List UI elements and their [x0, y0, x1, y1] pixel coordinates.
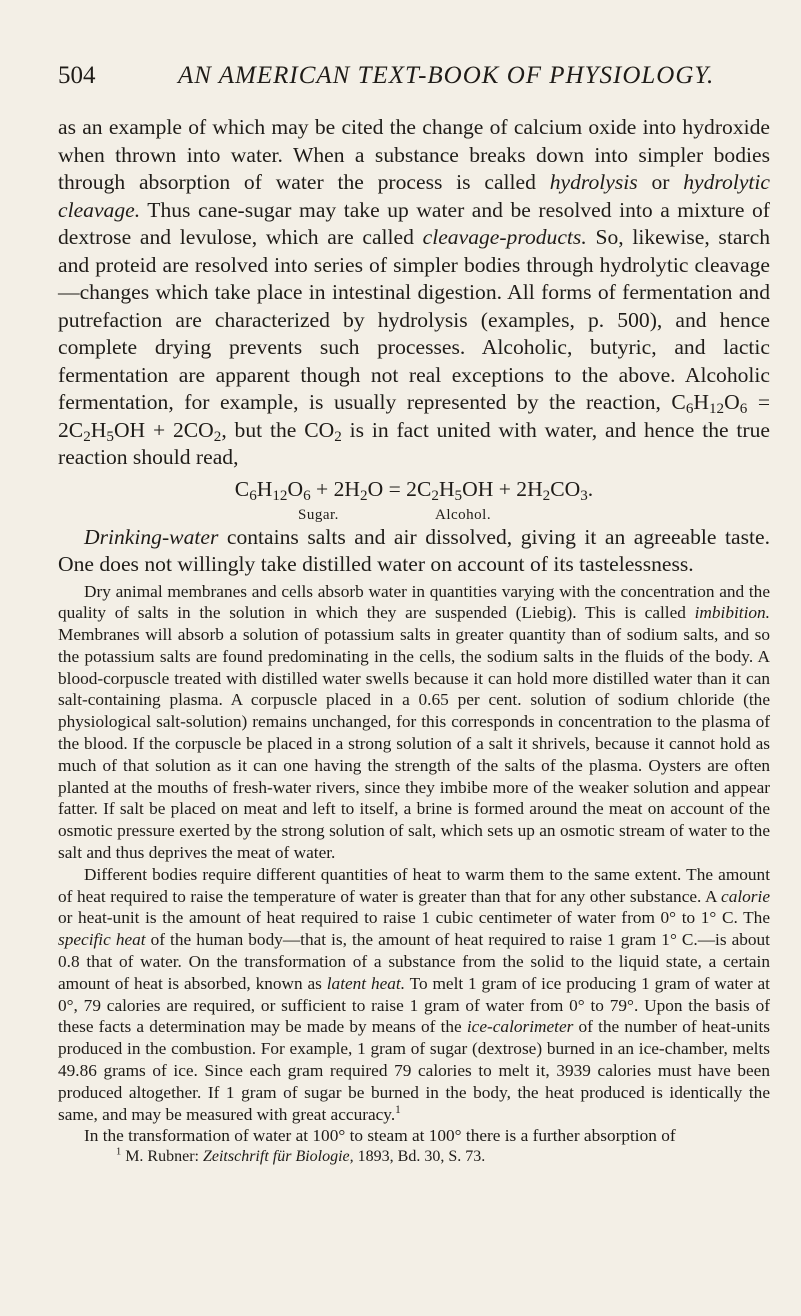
- term-calorie: calorie: [721, 886, 770, 906]
- text-run: , but the: [221, 417, 305, 442]
- equation-formula: $C_6H_{12}O_6 + 2H_2O = 2C_2H_5OH + 2H_2CO_3$.: [234, 476, 594, 504]
- text-run: M. Rubner:: [121, 1148, 203, 1166]
- text-run: Different bodies require different quantities of heat to warm them to the same extent. The amount of heat required to raise the temperature of water is greater than that for any other substance. A: [58, 864, 770, 906]
- text-run: In the transformation of water at 100° to steam at 100° there is a further absorption of: [84, 1126, 676, 1146]
- inline-reaction-formula: $C_6H_{12}O_6 = 2C_2H_5OH + 2CO_2$: [58, 390, 770, 445]
- text-run: So, likewise, starch and proteid are resolved into series of simpler bodies through hydrolytic cleavage—changes which take place in intestinal digestion. All forms of fermentation and putrefaction are characterized by hydrolysis (examples, p. 500), and hence complete drying prevents such processes. Alcoholic, butyric, and lactic fermentation are apparent though not real exceptions to the above. Alcoholic fermentation, for example, is usually represented by the reaction,: [58, 225, 770, 414]
- term-imbibition: imbibition.: [694, 603, 770, 623]
- text-run: of the human body—that is, the amount of heat required to raise 1 gram 1° C.—is about 0.8 that of water. On the transformation of a substance from the solid to the liquid state, a certain amount of heat is absorbed, known as: [58, 930, 770, 993]
- paragraph-heat: [58, 864, 770, 1126]
- label-sugar: Sugar.: [298, 506, 339, 523]
- term-hydrolytic-cleavage: hydrolytic cleavage.: [58, 170, 770, 222]
- text-run: or: [637, 170, 684, 194]
- paragraph-drinking-water: [58, 524, 770, 579]
- small-type-section: [58, 581, 770, 1168]
- running-header: [58, 62, 778, 102]
- text-run: contains salts and air dissolved, giving it an agreeable taste. One does not willingly take distilled water on account of its tastelessness.: [58, 524, 770, 576]
- term-drinking-water: Drinking-water: [84, 524, 219, 549]
- footnote: [58, 1147, 770, 1167]
- text-run: Membranes will absorb a solution of potassium salts in greater quantity than of sodium salts, and so the potassium salts are found predominating in the cells, the sodium salts in the fluids of the body. A blood-corpuscle treated with distilled water swells because it can hold more distilled water than it can salt-containing plasma. A corpuscle placed in a 0.65 per cent. solution of sodium chloride (the physiological salt-solution) remains unchanged, for this corresponds in concentration to the plasma of the blood. If the corpuscle be placed in a strong solution of a salt it shrivels, because it cannot hold as much of that solution as it can one having the strength of the salts of the plasma. Oysters are often planted at the mouths of fresh-water rivers, since they imbibe more of the weaker solution and appear fatter. If salt be placed on meat and left to itself, a brine is formed around the meat on account of the osmotic pressure exerted by the strong solution of salt, which sets up an osmotic stream of water to the salt and thus deprives the meat of water.: [58, 625, 770, 863]
- text-run: To melt 1 gram of ice producing 1 gram of water at 0°, 79 calories are required, or sufficient to raise 1 gram of water from 0° to 79°. Upon the basis of these facts a determination may be made by means of the: [58, 973, 770, 1037]
- equation-labels: [58, 502, 770, 524]
- text-run: or heat-unit is the amount of heat required to raise 1 cubic centimeter of water from 0° to 1° C. The: [58, 908, 770, 928]
- term-cleavage-products: cleavage-products.: [422, 225, 587, 249]
- page-number: 504: [58, 62, 96, 89]
- footnote-number: 1: [116, 1146, 122, 1158]
- text-run: Thus cane-sugar may take up water and be resolved into a mixture of dextrose and levulose, which are called: [58, 197, 770, 249]
- label-alcohol: Alcohol.: [435, 506, 492, 523]
- text-run: is in fact united with water, and hence the true reaction should read,: [58, 417, 770, 469]
- text-run: as an example of which may be cited the change of calcium oxide into hydroxide when thrown into water. When a substance breaks down into simpler bodies through absorption of water the process is called: [58, 115, 770, 194]
- term-latent-heat: latent heat.: [326, 973, 406, 993]
- paragraph-imbibition: [58, 581, 770, 864]
- journal-title: Zeitschrift für Biologie,: [202, 1148, 354, 1166]
- term-specific-heat: specific heat: [58, 930, 146, 950]
- text-run: 1893, Bd. 30, S. 73.: [353, 1148, 486, 1166]
- term-ice-calorimeter: ice-calorimeter: [466, 1017, 574, 1037]
- page-body: [58, 114, 770, 1167]
- paragraph-hydrolysis: [58, 114, 770, 472]
- term-hydrolysis: hydrolysis: [549, 170, 638, 194]
- footnote-reference: 1: [395, 1103, 401, 1116]
- large-type-section: [58, 114, 770, 579]
- running-title: AN AMERICAN TEXT-BOOK OF PHYSIOLOGY.: [178, 62, 715, 89]
- text-run: Dry animal membranes and cells absorb water in quantities varying with the concentration and the quality of salts in the solution in which they are suspended (Liebig). This is called: [58, 581, 770, 623]
- paragraph-steam: [58, 1125, 770, 1147]
- text-run: of the number of heat-units produced in the combustion. For example, 1 gram of sugar (dextrose) burned in an ice-chamber, melts 49.86 grams of ice. Since each gram required 79 calories to melt it, 3939 calories must have been produced altogether. If 1 gram of sugar be burned in the body, the heat produced is identically the same, and may be measured with great accuracy.: [58, 1017, 770, 1124]
- true-reaction-equation: [58, 476, 770, 524]
- co2-formula: $CO_2$: [304, 417, 342, 445]
